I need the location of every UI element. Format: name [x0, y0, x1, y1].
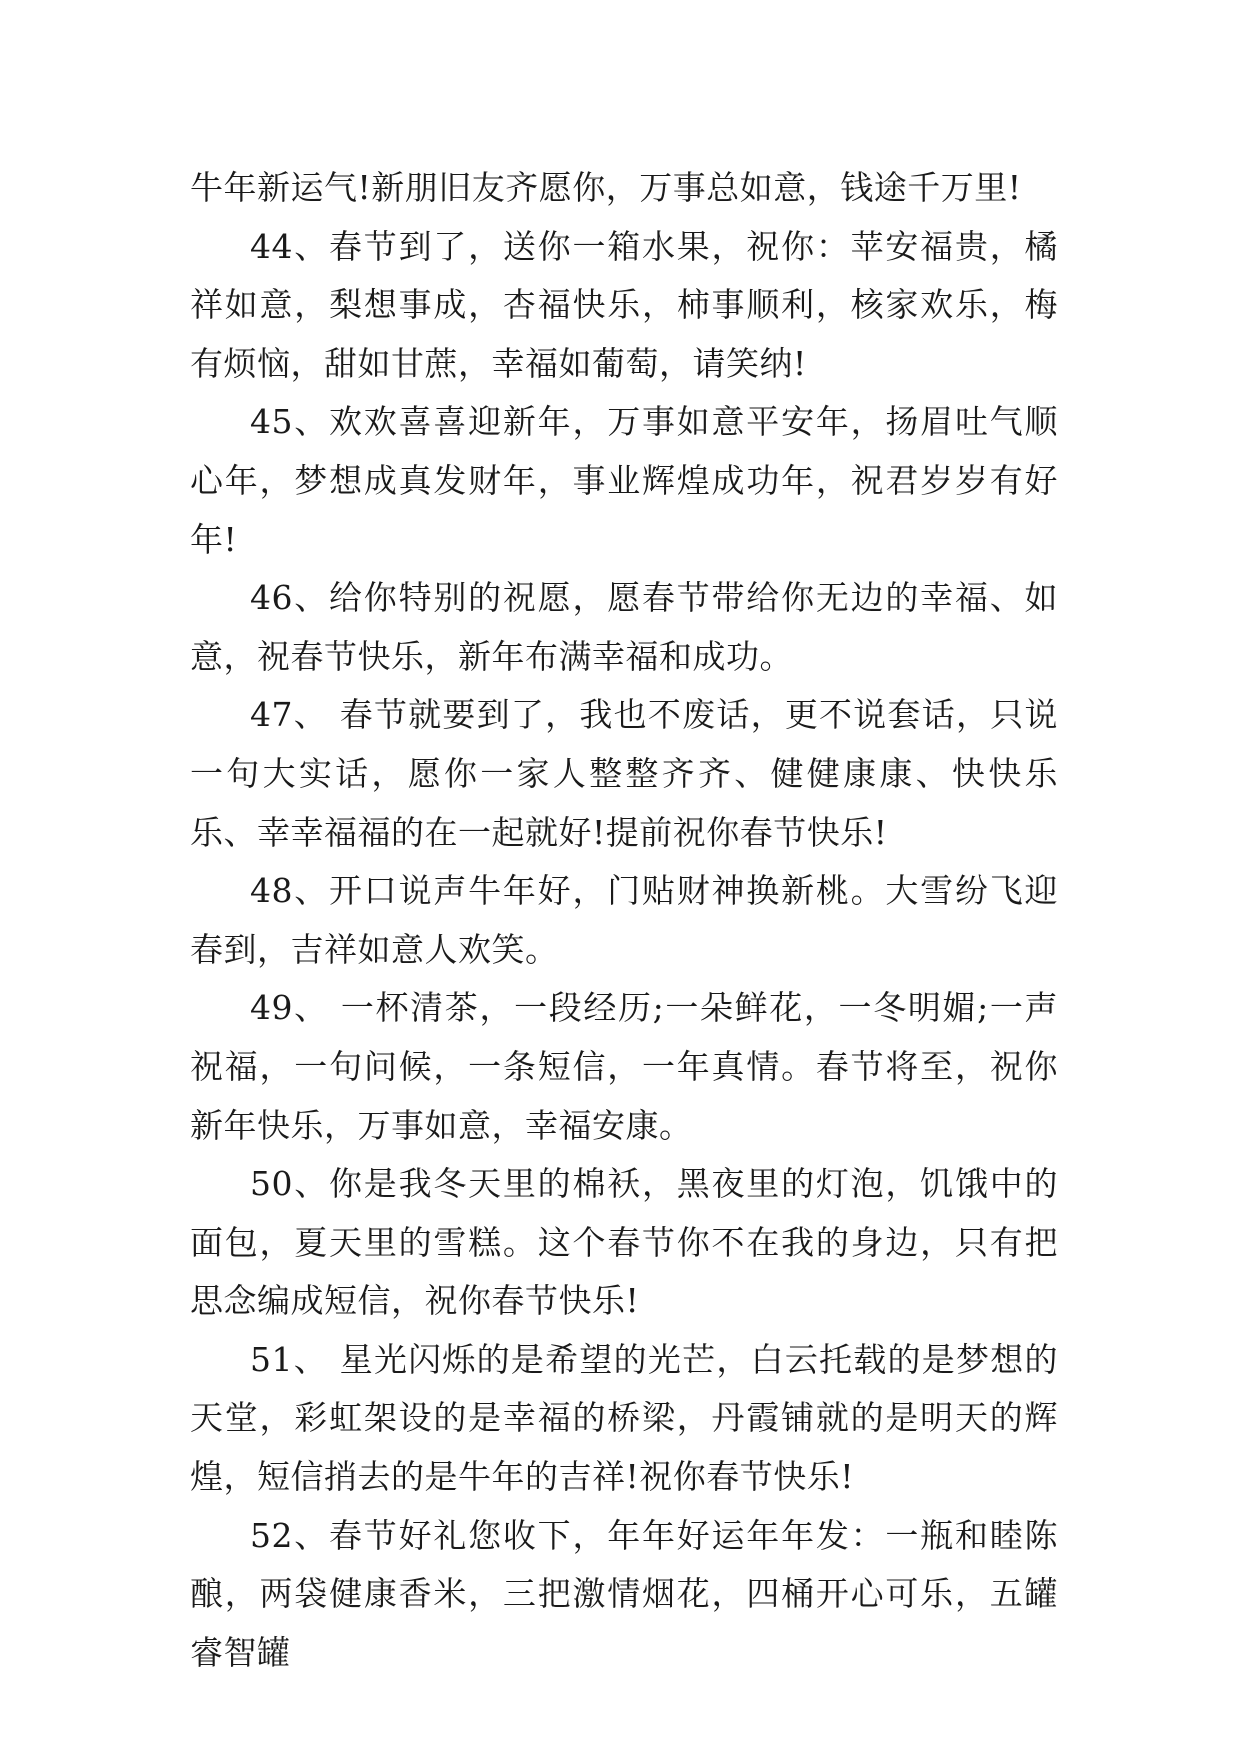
paragraph-51: 51、 星光闪烁的是希望的光芒，白云托载的是梦想的天堂，彩虹架设的是幸福的桥梁，丹霞铺就的是明天的辉煌，短信捎去的是牛年的吉祥!祝你春节快乐! [190, 1339, 1058, 1497]
paragraph-49: 49、 一杯清茶，一段经历;一朵鲜花，一冬明媚;一声祝福，一句问候，一条短信，一年真情。春节将至，祝你新年快乐，万事如意，幸福安康。 [190, 988, 1058, 1145]
paragraph-45: 45、欢欢喜喜迎新年，万事如意平安年，扬眉吐气顺心年，梦想成真发财年，事业辉煌成功年，祝君岁岁有好年! [190, 402, 1058, 559]
paragraph-continuation: 牛年新运气!新朋旧友齐愿你，万事总如意，钱途千万里! [190, 168, 1022, 207]
paragraph-52: 52、春节好礼您收下，年年好运年年发：一瓶和睦陈酿，两袋健康香米，三把激情烟花，四桶开心可乐，五罐睿智罐 [190, 1515, 1058, 1672]
paragraph-48: 48、开口说声牛年好，门贴财神换新桃。大雪纷飞迎春到，吉祥如意人欢笑。 [190, 871, 1058, 969]
paragraph-44: 44、春节到了，送你一箱水果，祝你：苹安福贵，橘祥如意，梨想事成，杏福快乐，柿事顺利，核家欢乐，梅有烦恼，甜如甘蔗，幸福如葡萄，请笑纳! [190, 226, 1058, 383]
document-body [190, 159, 1058, 1682]
paragraph-47: 47、 春节就要到了，我也不废话，更不说套话，只说一句大实话，愿你一家人整整齐齐、健健康康、快快乐乐、幸幸福福的在一起就好!提前祝你春节快乐! [190, 695, 1058, 852]
paragraph-50: 50、你是我冬天里的棉袄，黑夜里的灯泡，饥饿中的面包，夏天里的雪糕。这个春节你不在我的身边，只有把思念编成短信，祝你春节快乐! [190, 1164, 1058, 1321]
paragraph-46: 46、给你特别的祝愿，愿春节带给你无边的幸福、如意，祝春节快乐，新年布满幸福和成功。 [190, 578, 1058, 676]
